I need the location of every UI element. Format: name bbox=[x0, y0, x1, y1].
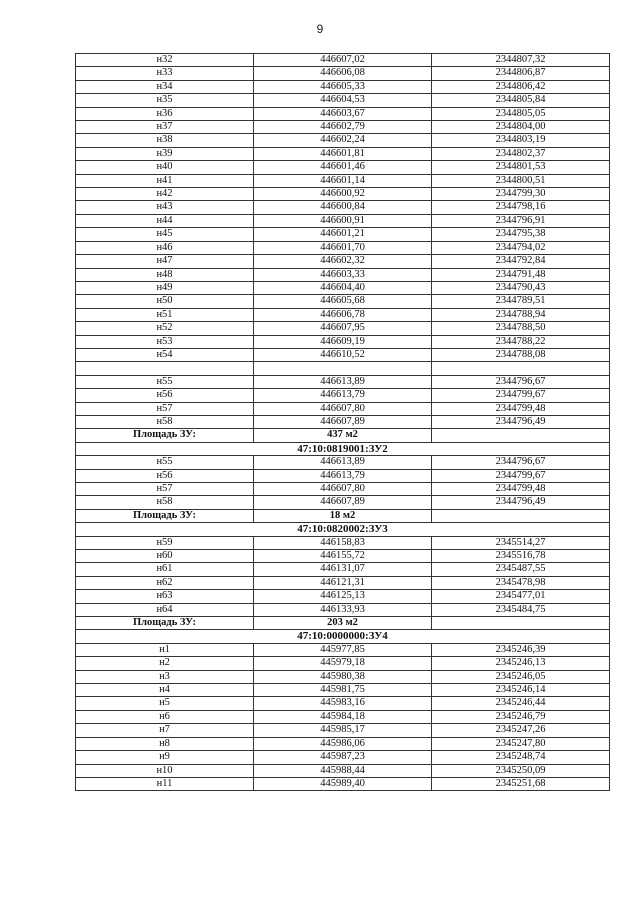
x-coordinate-cell: 446133,93 bbox=[254, 603, 432, 616]
y-coordinate-cell: 2345246,05 bbox=[432, 670, 610, 683]
point-id-cell: н59 bbox=[76, 536, 254, 549]
table-row bbox=[76, 415, 610, 428]
table-row bbox=[76, 107, 610, 120]
x-coordinate-cell: 446601,46 bbox=[254, 161, 432, 174]
point-id-cell: н37 bbox=[76, 121, 254, 134]
x-coordinate-cell: 446603,33 bbox=[254, 268, 432, 281]
y-coordinate-cell: 2344788,94 bbox=[432, 308, 610, 321]
table-row bbox=[76, 402, 610, 415]
table-row bbox=[76, 496, 610, 509]
x-coordinate-cell: 445989,40 bbox=[254, 777, 432, 790]
y-coordinate-cell: 2344799,48 bbox=[432, 482, 610, 495]
point-id-cell: н45 bbox=[76, 228, 254, 241]
x-coordinate-cell: 446603,67 bbox=[254, 107, 432, 120]
x-coordinate-cell: 446125,13 bbox=[254, 590, 432, 603]
x-coordinate-cell: 446607,80 bbox=[254, 482, 432, 495]
point-id-cell: н52 bbox=[76, 322, 254, 335]
table-row bbox=[76, 724, 610, 737]
point-id-cell: н46 bbox=[76, 241, 254, 254]
x-coordinate-cell: 446613,79 bbox=[254, 389, 432, 402]
x-coordinate-cell bbox=[254, 362, 432, 375]
y-coordinate-cell: 2344799,48 bbox=[432, 402, 610, 415]
area-empty-cell bbox=[432, 617, 610, 630]
area-empty-cell bbox=[432, 509, 610, 522]
table-row bbox=[76, 214, 610, 227]
y-coordinate-cell: 2345477,01 bbox=[432, 590, 610, 603]
y-coordinate-cell: 2345247,80 bbox=[432, 737, 610, 750]
table-row bbox=[76, 335, 610, 348]
table-row bbox=[76, 697, 610, 710]
y-coordinate-cell: 2344805,05 bbox=[432, 107, 610, 120]
table-row bbox=[76, 268, 610, 281]
x-coordinate-cell: 445980,38 bbox=[254, 670, 432, 683]
y-coordinate-cell: 2345484,75 bbox=[432, 603, 610, 616]
y-coordinate-cell: 2344796,91 bbox=[432, 214, 610, 227]
y-coordinate-cell: 2345478,98 bbox=[432, 576, 610, 589]
y-coordinate-cell: 2344796,49 bbox=[432, 496, 610, 509]
y-coordinate-cell: 2344788,08 bbox=[432, 348, 610, 361]
point-id-cell: н64 bbox=[76, 603, 254, 616]
point-id-cell: н61 bbox=[76, 563, 254, 576]
point-id-cell: н57 bbox=[76, 482, 254, 495]
area-row bbox=[76, 617, 610, 630]
point-id-cell: н8 bbox=[76, 737, 254, 750]
table-row bbox=[76, 389, 610, 402]
x-coordinate-cell: 445986,06 bbox=[254, 737, 432, 750]
point-id-cell: н36 bbox=[76, 107, 254, 120]
point-id-cell: н42 bbox=[76, 188, 254, 201]
table-row bbox=[76, 241, 610, 254]
point-id-cell: н48 bbox=[76, 268, 254, 281]
y-coordinate-cell: 2344788,22 bbox=[432, 335, 610, 348]
y-coordinate-cell: 2344788,50 bbox=[432, 322, 610, 335]
table-row bbox=[76, 281, 610, 294]
table-row bbox=[76, 54, 610, 67]
area-label: Площадь ЗУ: bbox=[76, 509, 254, 522]
table-row bbox=[76, 161, 610, 174]
point-id-cell: н33 bbox=[76, 67, 254, 80]
point-id-cell: н63 bbox=[76, 590, 254, 603]
point-id-cell: н2 bbox=[76, 657, 254, 670]
point-id-cell bbox=[76, 362, 254, 375]
table-row bbox=[76, 67, 610, 80]
table-row bbox=[76, 684, 610, 697]
table-row bbox=[76, 174, 610, 187]
y-coordinate-cell: 2344796,49 bbox=[432, 415, 610, 428]
y-coordinate-cell bbox=[432, 362, 610, 375]
x-coordinate-cell: 446605,33 bbox=[254, 80, 432, 93]
table-row bbox=[76, 670, 610, 683]
area-empty-cell bbox=[432, 429, 610, 442]
table-row bbox=[76, 456, 610, 469]
table-row bbox=[76, 777, 610, 790]
area-label: Площадь ЗУ: bbox=[76, 617, 254, 630]
y-coordinate-cell: 2345516,78 bbox=[432, 550, 610, 563]
x-coordinate-cell: 446131,07 bbox=[254, 563, 432, 576]
y-coordinate-cell: 2344799,67 bbox=[432, 389, 610, 402]
point-id-cell: н57 bbox=[76, 402, 254, 415]
y-coordinate-cell: 2344796,67 bbox=[432, 456, 610, 469]
x-coordinate-cell: 446607,95 bbox=[254, 322, 432, 335]
point-id-cell: н39 bbox=[76, 147, 254, 160]
point-id-cell: н38 bbox=[76, 134, 254, 147]
y-coordinate-cell: 2344791,48 bbox=[432, 268, 610, 281]
y-coordinate-cell: 2345246,13 bbox=[432, 657, 610, 670]
coordinates-table-body bbox=[76, 54, 610, 791]
parcel-cadastral-number: 47:10:0820002:ЗУ3 bbox=[76, 523, 610, 536]
table-row bbox=[76, 590, 610, 603]
x-coordinate-cell: 445983,16 bbox=[254, 697, 432, 710]
y-coordinate-cell: 2345246,39 bbox=[432, 643, 610, 656]
point-id-cell: н56 bbox=[76, 389, 254, 402]
table-row bbox=[76, 201, 610, 214]
point-id-cell: н55 bbox=[76, 456, 254, 469]
y-coordinate-cell: 2344799,67 bbox=[432, 469, 610, 482]
point-id-cell: н7 bbox=[76, 724, 254, 737]
x-coordinate-cell: 446601,14 bbox=[254, 174, 432, 187]
y-coordinate-cell: 2345487,55 bbox=[432, 563, 610, 576]
page-number: 9 bbox=[316, 22, 324, 36]
x-coordinate-cell: 446602,32 bbox=[254, 255, 432, 268]
y-coordinate-cell: 2344800,51 bbox=[432, 174, 610, 187]
x-coordinate-cell: 446613,79 bbox=[254, 469, 432, 482]
x-coordinate-cell: 446158,83 bbox=[254, 536, 432, 549]
y-coordinate-cell: 2345251,68 bbox=[432, 777, 610, 790]
point-id-cell: н54 bbox=[76, 348, 254, 361]
x-coordinate-cell: 446600,91 bbox=[254, 214, 432, 227]
x-coordinate-cell: 445977,85 bbox=[254, 643, 432, 656]
y-coordinate-cell: 2345248,74 bbox=[432, 751, 610, 764]
point-id-cell: н34 bbox=[76, 80, 254, 93]
point-id-cell: н58 bbox=[76, 496, 254, 509]
parcel-title-row bbox=[76, 523, 610, 536]
x-coordinate-cell: 446155,72 bbox=[254, 550, 432, 563]
x-coordinate-cell: 446604,53 bbox=[254, 94, 432, 107]
x-coordinate-cell: 446606,08 bbox=[254, 67, 432, 80]
y-coordinate-cell: 2344790,43 bbox=[432, 281, 610, 294]
table-row bbox=[76, 550, 610, 563]
y-coordinate-cell: 2345246,79 bbox=[432, 710, 610, 723]
table-row bbox=[76, 147, 610, 160]
point-id-cell: н35 bbox=[76, 94, 254, 107]
table-row bbox=[76, 188, 610, 201]
x-coordinate-cell: 446121,31 bbox=[254, 576, 432, 589]
x-coordinate-cell: 446601,70 bbox=[254, 241, 432, 254]
table-row bbox=[76, 657, 610, 670]
point-id-cell: н62 bbox=[76, 576, 254, 589]
x-coordinate-cell: 446604,40 bbox=[254, 281, 432, 294]
point-id-cell: н58 bbox=[76, 415, 254, 428]
x-coordinate-cell: 446607,89 bbox=[254, 415, 432, 428]
point-id-cell: н55 bbox=[76, 375, 254, 388]
y-coordinate-cell: 2344805,84 bbox=[432, 94, 610, 107]
table-row bbox=[76, 469, 610, 482]
point-id-cell: н41 bbox=[76, 174, 254, 187]
y-coordinate-cell: 2344789,51 bbox=[432, 295, 610, 308]
point-id-cell: н32 bbox=[76, 54, 254, 67]
x-coordinate-cell: 445985,17 bbox=[254, 724, 432, 737]
table-row bbox=[76, 322, 610, 335]
y-coordinate-cell: 2345250,09 bbox=[432, 764, 610, 777]
x-coordinate-cell: 446601,81 bbox=[254, 147, 432, 160]
x-coordinate-cell: 446600,92 bbox=[254, 188, 432, 201]
table-row bbox=[76, 536, 610, 549]
table-row bbox=[76, 764, 610, 777]
y-coordinate-cell: 2345514,27 bbox=[432, 536, 610, 549]
area-label: Площадь ЗУ: bbox=[76, 429, 254, 442]
x-coordinate-cell: 446607,80 bbox=[254, 402, 432, 415]
y-coordinate-cell: 2345246,14 bbox=[432, 684, 610, 697]
x-coordinate-cell: 445987,23 bbox=[254, 751, 432, 764]
parcel-cadastral-number: 47:10:0819001:ЗУ2 bbox=[76, 442, 610, 455]
table-row bbox=[76, 80, 610, 93]
y-coordinate-cell: 2344806,42 bbox=[432, 80, 610, 93]
table-row bbox=[76, 576, 610, 589]
y-coordinate-cell: 2345247,26 bbox=[432, 724, 610, 737]
point-id-cell: н4 bbox=[76, 684, 254, 697]
point-id-cell: н49 bbox=[76, 281, 254, 294]
x-coordinate-cell: 446602,24 bbox=[254, 134, 432, 147]
parcel-title-row bbox=[76, 630, 610, 643]
x-coordinate-cell: 445988,44 bbox=[254, 764, 432, 777]
table-row bbox=[76, 295, 610, 308]
table-row bbox=[76, 94, 610, 107]
point-id-cell: н11 bbox=[76, 777, 254, 790]
y-coordinate-cell: 2345246,44 bbox=[432, 697, 610, 710]
x-coordinate-cell: 445979,18 bbox=[254, 657, 432, 670]
x-coordinate-cell: 446607,02 bbox=[254, 54, 432, 67]
point-id-cell: н44 bbox=[76, 214, 254, 227]
y-coordinate-cell: 2344804,00 bbox=[432, 121, 610, 134]
blank-row bbox=[76, 362, 610, 375]
table-row bbox=[76, 563, 610, 576]
area-row bbox=[76, 429, 610, 442]
point-id-cell: н51 bbox=[76, 308, 254, 321]
table-row bbox=[76, 482, 610, 495]
point-id-cell: н9 bbox=[76, 751, 254, 764]
table-row bbox=[76, 121, 610, 134]
area-value: 203 м2 bbox=[254, 617, 432, 630]
table-row bbox=[76, 751, 610, 764]
point-id-cell: н47 bbox=[76, 255, 254, 268]
x-coordinate-cell: 446600,84 bbox=[254, 201, 432, 214]
x-coordinate-cell: 446613,89 bbox=[254, 375, 432, 388]
point-id-cell: н6 bbox=[76, 710, 254, 723]
point-id-cell: н10 bbox=[76, 764, 254, 777]
parcel-title-row bbox=[76, 442, 610, 455]
y-coordinate-cell: 2344802,37 bbox=[432, 147, 610, 160]
x-coordinate-cell: 446605,68 bbox=[254, 295, 432, 308]
y-coordinate-cell: 2344807,32 bbox=[432, 54, 610, 67]
point-id-cell: н50 bbox=[76, 295, 254, 308]
y-coordinate-cell: 2344803,19 bbox=[432, 134, 610, 147]
point-id-cell: н60 bbox=[76, 550, 254, 563]
x-coordinate-cell: 446610,52 bbox=[254, 348, 432, 361]
x-coordinate-cell: 446613,89 bbox=[254, 456, 432, 469]
area-value: 18 м2 bbox=[254, 509, 432, 522]
y-coordinate-cell: 2344806,87 bbox=[432, 67, 610, 80]
area-value: 437 м2 bbox=[254, 429, 432, 442]
y-coordinate-cell: 2344799,30 bbox=[432, 188, 610, 201]
point-id-cell: н3 bbox=[76, 670, 254, 683]
table-row bbox=[76, 308, 610, 321]
point-id-cell: н5 bbox=[76, 697, 254, 710]
x-coordinate-cell: 445984,18 bbox=[254, 710, 432, 723]
point-id-cell: н56 bbox=[76, 469, 254, 482]
parcel-cadastral-number: 47:10:0000000:ЗУ4 bbox=[76, 630, 610, 643]
x-coordinate-cell: 445981,75 bbox=[254, 684, 432, 697]
y-coordinate-cell: 2344795,38 bbox=[432, 228, 610, 241]
table-row bbox=[76, 255, 610, 268]
x-coordinate-cell: 446601,21 bbox=[254, 228, 432, 241]
x-coordinate-cell: 446602,79 bbox=[254, 121, 432, 134]
table-row bbox=[76, 375, 610, 388]
table-row bbox=[76, 134, 610, 147]
x-coordinate-cell: 446607,89 bbox=[254, 496, 432, 509]
point-id-cell: н40 bbox=[76, 161, 254, 174]
y-coordinate-cell: 2344792,84 bbox=[432, 255, 610, 268]
point-id-cell: н1 bbox=[76, 643, 254, 656]
x-coordinate-cell: 446609,19 bbox=[254, 335, 432, 348]
table-row bbox=[76, 737, 610, 750]
area-row bbox=[76, 509, 610, 522]
table-row bbox=[76, 603, 610, 616]
y-coordinate-cell: 2344794,02 bbox=[432, 241, 610, 254]
y-coordinate-cell: 2344798,16 bbox=[432, 201, 610, 214]
y-coordinate-cell: 2344796,67 bbox=[432, 375, 610, 388]
table-row bbox=[76, 710, 610, 723]
y-coordinate-cell: 2344801,53 bbox=[432, 161, 610, 174]
table-row bbox=[76, 643, 610, 656]
table-row bbox=[76, 228, 610, 241]
table-row bbox=[76, 348, 610, 361]
point-id-cell: н53 bbox=[76, 335, 254, 348]
x-coordinate-cell: 446606,78 bbox=[254, 308, 432, 321]
point-id-cell: н43 bbox=[76, 201, 254, 214]
coordinates-table bbox=[75, 53, 610, 791]
